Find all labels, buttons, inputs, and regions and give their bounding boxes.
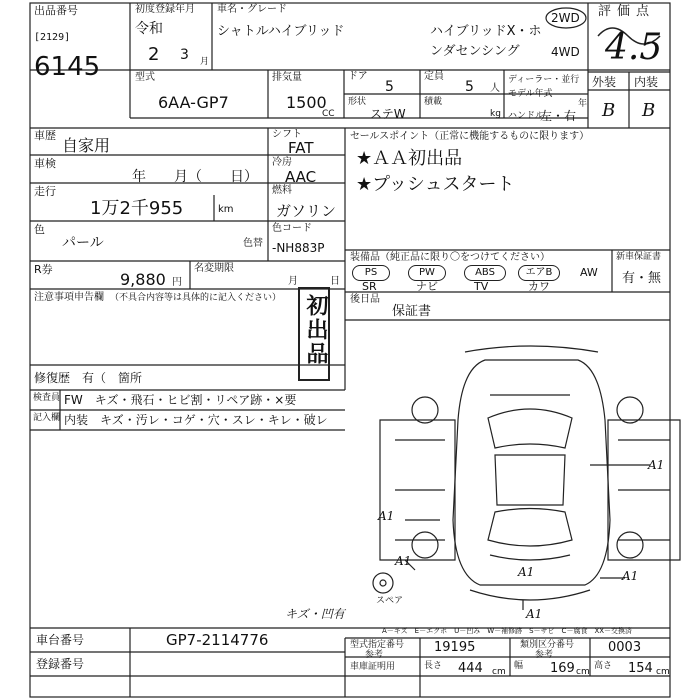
history-value: 自家用	[62, 136, 111, 155]
height-label: 高さ	[594, 661, 613, 671]
mark-a1-bumper: A1	[526, 607, 543, 621]
mark-a1-rear-left: A1	[395, 554, 412, 568]
name-change-month: 月	[288, 276, 298, 287]
length-value: 444	[458, 661, 483, 676]
grade-label: 評価点	[598, 4, 656, 19]
car-name: シャトルハイブリッド	[217, 24, 345, 39]
color-value: パール	[62, 235, 104, 251]
equip-ps: PS	[352, 265, 390, 281]
name-change-label: 名変期限	[194, 263, 234, 274]
month-unit: 月	[200, 57, 210, 67]
accessory-value: 保証書	[392, 304, 432, 319]
drive-2wd: 2WD	[551, 11, 580, 25]
registration-number-label: 登録番号	[36, 657, 85, 671]
warranty-label: 新車保証書	[616, 252, 662, 262]
mileage-value: 1万2千955	[90, 198, 184, 219]
interior-row: 内装 キズ・汚レ・コゲ・穴・スレ・キレ・破レ	[64, 413, 328, 427]
mark-a1-rear-right: A1	[622, 569, 639, 583]
year-unit: 年	[578, 99, 588, 109]
type-designation-ref: 参考	[365, 650, 384, 660]
color-code-value: -NH883P	[272, 241, 325, 255]
inspection-value: 年 月（ 日）	[132, 169, 258, 185]
fuel-label: 燃料	[272, 185, 292, 196]
accessory-label: 後日品	[350, 294, 380, 305]
category-label: 類別区分番号	[520, 640, 575, 650]
interior-grade: B	[642, 100, 656, 121]
equip-sr: SR	[362, 280, 377, 293]
equipment-label: 装備品（純正品に限り〇をつけてください）	[350, 252, 550, 263]
lot-number: 6145	[34, 52, 101, 82]
sales-point-label: セールスポイント（正常に機能するものに限ります）	[350, 131, 590, 142]
registration-month: 3	[180, 47, 189, 63]
notes-label: 注意事項申告欄	[34, 292, 104, 303]
grade-line-2: ンダセンシング	[430, 44, 520, 59]
handwritten-damage-note: キズ・凹有	[285, 607, 345, 621]
cc-unit: CC	[322, 109, 335, 119]
drive-4wd: 4WD	[551, 45, 580, 59]
height-value: 154	[628, 661, 653, 676]
mark-a1-rear: A1	[518, 565, 535, 579]
first-registration-label: 初度登録年月	[135, 4, 195, 15]
lot-sub-number: [2129]	[34, 32, 71, 43]
color-label: 色	[34, 223, 45, 236]
ac-value: AAC	[285, 168, 317, 186]
spare-label: スペア	[376, 596, 404, 606]
width-label: 幅	[514, 661, 524, 671]
era: 令和	[135, 21, 163, 37]
mark-a1-right-side: A1	[648, 458, 665, 472]
exterior-grade: B	[602, 100, 616, 121]
registration-year: 2	[148, 44, 160, 65]
type-value: 6AA-GP7	[158, 93, 229, 112]
repair-label: 修復歴	[34, 371, 71, 385]
load-label: 積載	[424, 97, 443, 107]
category-value: 0003	[608, 640, 642, 655]
equip-aw: AW	[580, 266, 598, 279]
model-year-label: モデル年式	[508, 89, 553, 99]
fuel-value: ガソリン	[276, 202, 337, 220]
first-listing-stamp: 初出品	[303, 294, 328, 366]
warranty-value: 有・無	[622, 271, 662, 286]
displacement-value: 1500	[286, 93, 327, 112]
displacement-label: 排気量	[272, 72, 302, 83]
recycle-value: 9,880	[120, 270, 166, 289]
equip-airbag: エアB	[518, 265, 560, 281]
interior-label: 内装	[634, 75, 659, 89]
fw-row: FW キズ・飛石・ヒビ割・リペア跡・×要	[64, 393, 297, 407]
shift-label: シフト	[272, 129, 302, 140]
inspector-label-2: 記入欄	[33, 413, 61, 423]
chassis-value: GP7-2114776	[166, 631, 269, 649]
color-code-label: 色コード	[272, 223, 312, 234]
shape-label: 形状	[348, 97, 367, 107]
damage-legend: A－キズ E－エクボ U－凹み W－補修跡 S－サビ C－腐食 XX－交換済	[382, 627, 633, 635]
equip-navi: ナビ	[416, 280, 438, 293]
equip-leather: カワ	[528, 280, 550, 293]
sales-point-1: ★ＡＡ初出品	[356, 148, 463, 169]
model-label: 車名・グレード	[217, 4, 287, 15]
equip-abs: ABS	[464, 265, 506, 281]
person-unit: 人	[490, 83, 500, 94]
kg-unit: kg	[490, 109, 501, 119]
width-unit: cm	[576, 667, 590, 677]
door-label: ドア	[348, 71, 368, 82]
garage-cert-label: 車庫証明用	[350, 662, 396, 672]
exterior-label: 外装	[592, 75, 617, 89]
chassis-label: 車台番号	[36, 633, 85, 647]
shift-value: FAT	[288, 139, 314, 157]
equip-pw: PW	[408, 265, 446, 281]
type-designation-value: 19195	[434, 640, 476, 655]
grade-value: 4.5	[605, 27, 663, 68]
sales-point-2: ★プッシュスタート	[356, 174, 515, 195]
history-label: 車歴	[34, 129, 56, 142]
length-label: 長さ	[424, 661, 443, 671]
inspector-label-1: 検査員	[33, 393, 61, 403]
equip-tv: TV	[474, 280, 489, 293]
repair-value: 有（ 箇所	[82, 371, 143, 385]
category-ref: 参考	[535, 650, 554, 660]
dealer-label: ディーラー・並行	[508, 75, 580, 85]
shape-value: ステW	[370, 107, 406, 121]
handle-value: 左・右	[540, 109, 577, 123]
type-label: 型式	[135, 72, 155, 83]
capacity-label: 定員	[424, 71, 444, 82]
inspection-label: 車検	[34, 157, 56, 170]
length-unit: cm	[492, 667, 506, 677]
ac-label: 冷房	[272, 157, 292, 168]
km-unit: km	[218, 204, 234, 215]
notes-sub: （不具合内容等は具体的に記入ください）	[110, 293, 282, 303]
mileage-label: 走行	[34, 185, 56, 198]
recycle-label: R券	[34, 263, 53, 276]
capacity-value: 5	[465, 79, 474, 95]
width-value: 169	[550, 661, 575, 676]
type-designation-label: 型式指定番号	[350, 640, 405, 650]
mark-a1-left-side: A1	[378, 509, 395, 523]
lot-label: 出品番号	[34, 4, 78, 17]
name-change-day: 日	[330, 276, 340, 287]
yen-unit: 円	[172, 277, 182, 288]
handle-label: ハンドル	[508, 111, 545, 121]
color-swap-label: 色替	[243, 238, 263, 249]
door-value: 5	[385, 79, 394, 95]
grade-line-1: ハイブリッドX・ホ	[430, 24, 542, 39]
height-unit: cm	[656, 667, 670, 677]
